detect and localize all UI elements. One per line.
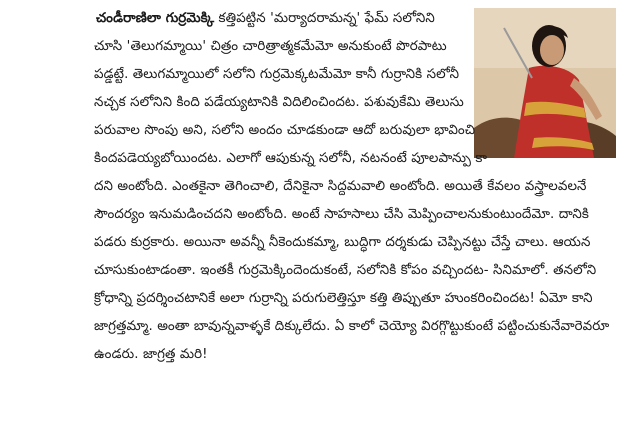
article-text: కత్తిపట్టిన 'మర్యాదరామన్న' ఫేమ్ సలోనిని [214, 11, 435, 26]
article-line-2: చూసి 'తెలుగమ్మాయి' చిత్రం చారిత్రాత్మకమేమో అనుకుంటే పొరపాటు [94, 39, 447, 54]
article-line-4: నచ్చక సలోనిని కింది పడేయ్యటానికి విదిలించిందట. పశువుకేమి తెలుసు [94, 95, 464, 110]
headline-lead: చండీరాణిలా గుర్రమెక్కి [96, 11, 215, 26]
article-line-9: పడరు కుర్రకారు. అయినా అవన్నీ నీకెందుకమ్మా, బుద్ధిగా దర్శకుడు చెప్పినట్టు చేస్తే చాలు. ఆయన [94, 235, 591, 250]
article-line-7: దని అంటోంది. ఎంతకైనా తెగించాలి, దేనికైనా సిద్దమవాలి అంటోంది. అయితే కేవలం వస్త్రాలవలనే [94, 179, 587, 194]
photo-illustration [474, 8, 616, 158]
article-line-3: పడ్డట్టే. తెలుగమ్మాయిలో సలోని గుర్రమెక్కటమేమో కానీ గుర్రానికి సలోనీ [94, 67, 460, 82]
article-line-5: పరువాల సొంపు అని, సలోని అందం చూడకుండా ఆదో బరువులా భావించి [94, 123, 476, 138]
article-line-12: జాగ్రత్తమ్మా. అంతా బావున్నవాళ్ళకే దిక్కులేదు. ఏ కాలో చెయ్యో విరగ్గొట్టుకుంటే పట్టించుకునేవారెవరూ [94, 319, 610, 334]
actress-on-horse-photo [474, 8, 616, 158]
article-line-10: చూసుకుంటాడంతా. ఇంతకీ గుర్రమెక్కిందెందుకంటే, సలోనికి కోపం వచ్చిందట- సినిమాలో. తనలోని [94, 263, 597, 278]
article-line-8: సౌందర్యం ఇనుమడించదని అంటోంది. అంటే సాహసాలు చేసి మెప్పించాలనుకుంటుందేమో. దానికి [94, 207, 589, 222]
article-line-6: కిందపడెయ్యబోయిందట. ఎలాగో ఆపుకున్న సలోనీ, నటనంటే పూలపాన్పు కా [94, 151, 488, 166]
article-line-1 [96, 10, 435, 28]
article-line-11: క్రోధాన్ని ప్రదర్శించటానికే అలా గుర్రాన్ని పరుగులెత్తిస్తూ కత్తి తిప్పుతూ హుంకరించిందట! ఏమో కాని [94, 291, 593, 306]
article-line-13: ఉండరు. జాగ్రత్త మరి! [94, 347, 208, 362]
